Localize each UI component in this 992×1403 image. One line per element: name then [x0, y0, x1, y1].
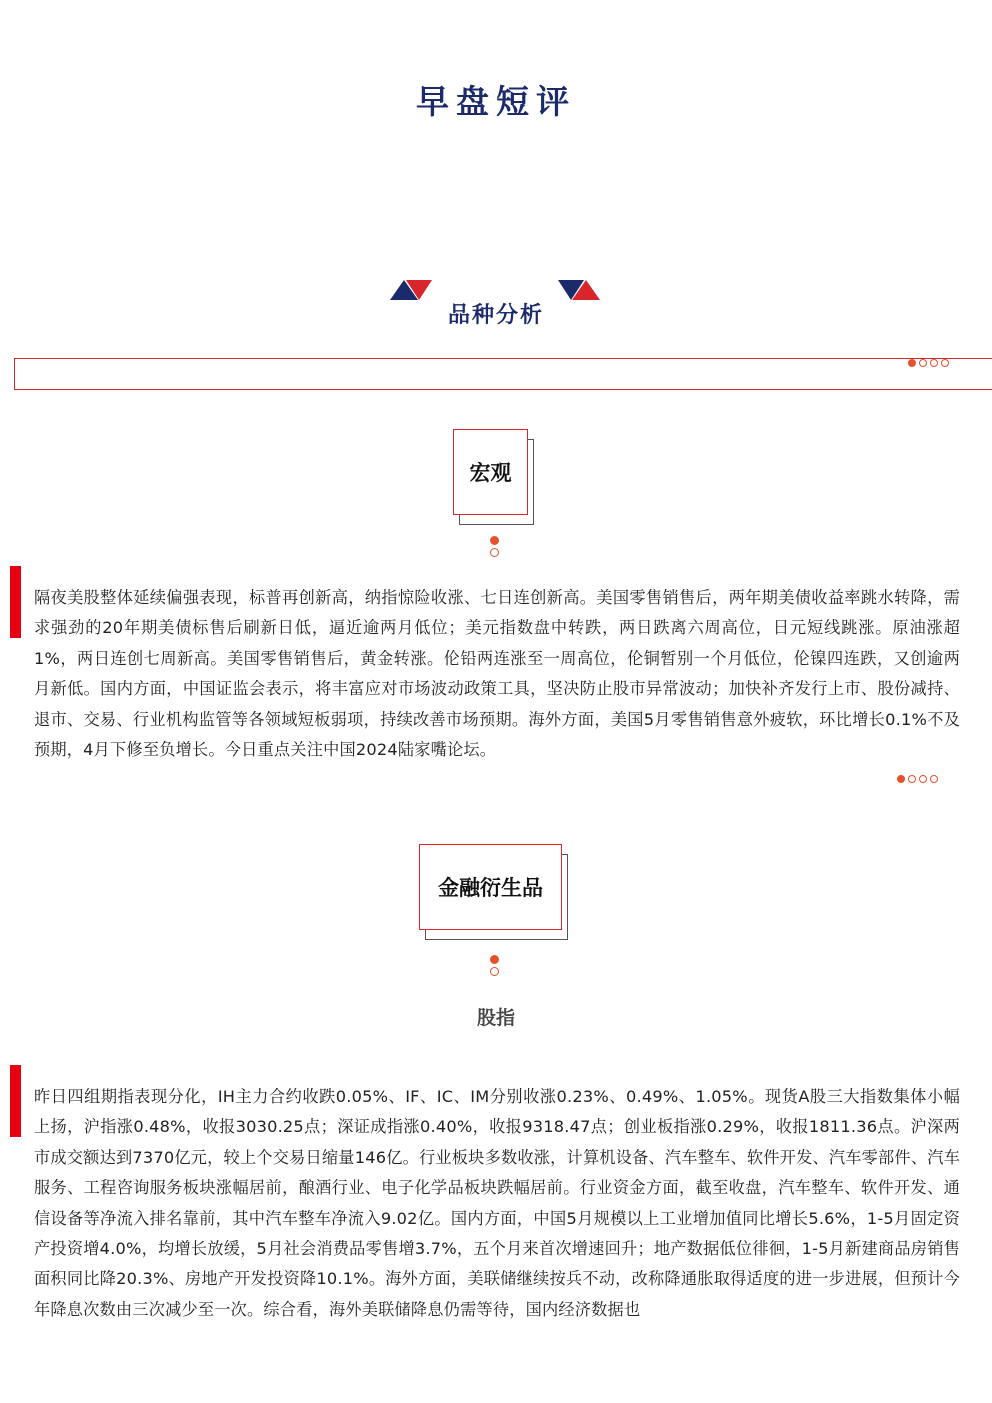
section-label: 宏观 [453, 429, 528, 515]
section-banner [14, 358, 992, 390]
vertical-dots-icon [490, 536, 499, 557]
section-end-dots-icon [897, 775, 938, 783]
paragraph-marker [10, 566, 21, 638]
page-title: 早盘短评 [416, 82, 576, 121]
section-card-macro [453, 429, 528, 515]
sub-heading: 股指 [476, 1007, 515, 1029]
banner-dots-icon [908, 359, 949, 367]
paragraph-marker [10, 1065, 21, 1137]
section-label: 金融衍生品 [419, 844, 562, 930]
section-heading: 品种分析 [447, 303, 544, 328]
vertical-dots-icon [490, 955, 499, 976]
index-futures-paragraph: 昨日四组期指表现分化，IH主力合约收跌0.05%、IF、IC、IM分别收涨0.23%、0.49%、1.05%。现货A股三大指数集体小幅上扬，沪指涨0.48%，收报3030.25点；深证成指涨0.40%，收报9318.47点；创业板指涨0.29%，收报1811.36点。沪深两市成交额达到7370亿元，较上个交易日缩量146亿。行业板块多数收涨，计算机设备、汽车整车、软件开发、汽车零部件、汽车服务、工程咨询服务板块涨幅居前，酿酒行业、电子化学品板块跌幅居前。行业资金方面，截至收盘，汽车整车、软件开发、通信设备等净流入排名靠前，其中汽车整车净流入9.02亿。国内方面，中国5月规模以上工业增加值同比增长5.6%，1-5月固定资产投资增4.0%，均增长放缓，5月社会消费品零售增3.7%，五个月来首次增速回升；地产数据低位徘徊，1-5月新建商品房销售面积同比降20.3%、房地产开发投资降10.1%。海外方面，美联储继续按兵不动，改称降通胀取得适度的进一步进展，但预计今年降息次数由三次减少至一次。综合看，海外美联储降息仍需等待，国内经济数据也 [34, 1087, 960, 1319]
macro-paragraph: 隔夜美股整体延续偏强表现，标普再创新高，纳指惊险收涨、七日连创新高。美国零售销售后，两年期美债收益率跳水转降，需求强劲的20年期美债标售后刷新日低，逼近逾两月低位；美元指数盘中转跌，两日跌离六周高位，日元短线跳涨。原油涨超1%，两日连创七周新高。美国零售销售后，黄金转涨。伦铅两连涨至一周高位，伦铜暂别一个月低位，伦镍四连跌，又创逾两月新低。国内方面，中国证监会表示，将丰富应对市场波动政策工具，坚决防止股市异常波动；加快补齐发行上市、股份减持、退市、交易、行业机构监管等各领域短板弱项，持续改善市场预期。海外方面，美国5月零售销售意外疲软，环比增长0.1%不及预期，4月下修至负增长。今日重点关注中国2024陆家嘴论坛。 [34, 588, 960, 760]
section-card-derivatives [419, 844, 562, 930]
